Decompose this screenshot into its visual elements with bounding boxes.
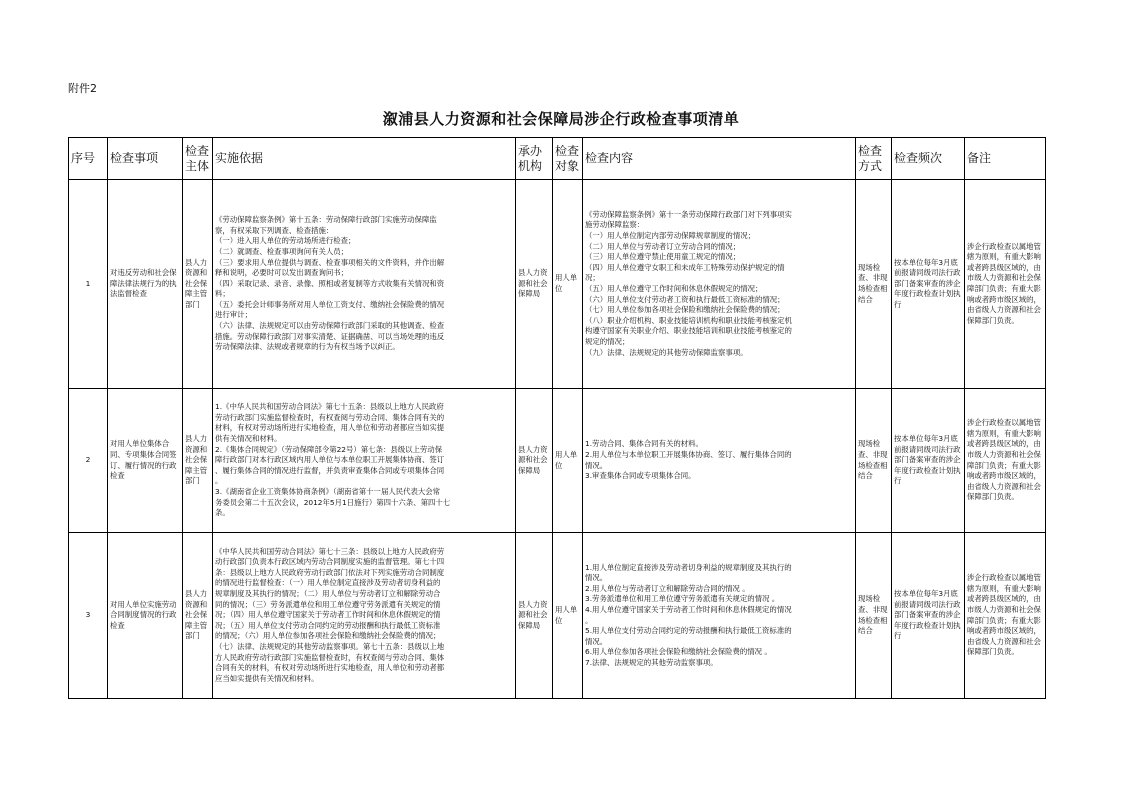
row-agency: 县人力资源和社会保障局 xyxy=(516,389,553,533)
header-frequency: 检查频次 xyxy=(892,138,965,180)
row-remarks: 涉企行政检查以属地管辖为原则，有重大影响或者跨县级区域的，由市级人力资源和社会保障部门负责；有重大影响或者跨市级区域的，由省级人力资源和社会保障部门负责。 xyxy=(965,389,1046,533)
row-basis: 《劳动保障监察条例》第十五条：劳动保障行政部门实施劳动保障监 察，有权采取下列调查、检查措施： （一）进入用人单位的劳动场所进行检查； （二）就调查、检查事项询问有关人员； （三）要求用人单位提供与调查、检查事项相关的文件资料，并作出解 释和说明，必要时可以发出调查询问书； （四）采取记录、录音、录像、照相或者复制等方式收集有关情况和资 料； （五）委托会计师事务所对用人单位工资支付、缴纳社会保险费的情况 进行审计； （六）法律、法规规定可以由劳动保障行政部门采取的其他调查、检查 措施。劳动保障行政部门对事实清楚、证据确凿、可以当场处理的违反 劳动保障法律、法规或者规章的行为有权当场予以纠正。 xyxy=(213,180,516,389)
header-item: 检查事项 xyxy=(108,138,183,180)
attachment-label: 附件2 xyxy=(68,82,97,95)
row-item: 对用人单位集体合同、专项集体合同签订、履行情况的行政检查 xyxy=(108,389,183,533)
row-remarks: 涉企行政检查以属地管辖为原则，有重大影响或者跨县级区域的，由市级人力资源和社会保障部门负责；有重大影响或者跨市级区域的，由省级人力资源和社会保障部门负责。 xyxy=(965,533,1046,699)
table-row xyxy=(69,533,1046,699)
header-remarks: 备注 xyxy=(965,138,1046,180)
header-object: 检查对象 xyxy=(553,138,583,180)
header-content: 检查内容 xyxy=(583,138,856,180)
row-item: 对用人单位实施劳动合同制度情况的行政检查 xyxy=(108,533,183,699)
row-object: 用人单位 xyxy=(553,533,583,699)
row-frequency: 按本单位每年3月底前报请同级司法行政部门备案审查的涉企年度行政检查计划执行 xyxy=(892,533,965,699)
row-seq: 1 xyxy=(69,180,108,389)
row-agency: 县人力资源和社会保障局 xyxy=(516,180,553,389)
row-frequency: 按本单位每年3月底前报请同级司法行政部门备案审查的涉企年度行政检查计划执行 xyxy=(892,389,965,533)
row-agency: 县人力资源和社会保障局 xyxy=(516,533,553,699)
header-basis: 实施依据 xyxy=(213,138,516,180)
row-item: 对违反劳动和社会保障法律法规行为的执法监督检查 xyxy=(108,180,183,389)
row-object: 用人单位 xyxy=(553,389,583,533)
row-method: 现场检查、非现场检查相结合 xyxy=(856,533,892,699)
row-seq: 3 xyxy=(69,533,108,699)
row-subject: 县人力资源和社会保障主管部门 xyxy=(183,180,213,389)
row-method: 现场检查、非现场检查相结合 xyxy=(856,180,892,389)
document-title: 溆浦县人力资源和社会保障局涉企行政检查事项清单 xyxy=(382,110,740,128)
table-row xyxy=(69,389,1046,533)
row-content: 《劳动保障监察条例》第十一条劳动保障行政部门对下列事项实 施劳动保障监察： （一）用人单位制定内部劳动保障规章制度的情况； （二）用人单位与劳动者订立劳动合同的情况； （三）用人单位遵守禁止使用童工规定的情况； （四）用人单位遵守女职工和未成年工特殊劳动保护规定的情 况； （五）用人单位遵守工作时间和休息休假规定的情况； （六）用人单位支付劳动者工资和执行最低工资标准的情况； （七）用人单位参加各项社会保险和缴纳社会保险费的情况； （八）职业介绍机构、职业技能培训机构和职业技能考核鉴定机 构遵守国家有关职业介绍、职业技能培训和职业技能考核鉴定的 规定的情况； （九）法律、法规规定的其他劳动保障监察事项。 xyxy=(583,180,856,389)
row-object: 用人单位 xyxy=(553,180,583,389)
header-subject: 检查主体 xyxy=(183,138,213,180)
row-method: 现场检查、非现场检查相结合 xyxy=(856,389,892,533)
table-row xyxy=(69,180,1046,389)
header-agency: 承办机构 xyxy=(516,138,553,180)
table-header-row xyxy=(69,138,1046,180)
row-basis: 《中华人民共和国劳动合同法》第七十三条：县级以上地方人民政府劳 动行政部门负责本行政区域内劳动合同制度实施的监督管理。第七十四 条：县级以上地方人民政府劳动行政部门依法对下列实施劳动合同制度 的情况进行监督检查：（一）用人单位制定直接涉及劳动者切身利益的 规章制度及其执行的情况；（二）用人单位与劳动者订立和解除劳动合 同的情况；（三）劳务派遣单位和用工单位遵守劳务派遣有关规定的情 况；（四）用人单位遵守国家关于劳动者工作时间和休息休假规定的情 况；（五）用人单位支付劳动合同约定的劳动报酬和执行最低工资标准 的情况；（六）用人单位参加各项社会保险和缴纳社会保险费的情况； （七）法律、法规规定的其他劳动监察事项。第七十五条：县级以上地 方人民政府劳动行政部门实施监督检查时，有权查阅与劳动合同、集体 合同有关的材料，有权对劳动场所进行实地检查，用人单位和劳动者都 应当如实提供有关情况和材料。 xyxy=(213,533,516,699)
header-method: 检查方式 xyxy=(856,138,892,180)
row-frequency: 按本单位每年3月底前报请同级司法行政部门备案审查的涉企年度行政检查计划执行 xyxy=(892,180,965,389)
inspection-table xyxy=(68,137,1046,699)
row-seq: 2 xyxy=(69,389,108,533)
row-content: 1.劳动合同、集体合同有关的材料。 2.用人单位与本单位职工开展集体协商、签订、履行集体合同的 情况。 3.审查集体合同或专项集体合同。 xyxy=(583,389,856,533)
row-basis: 1.《中华人民共和国劳动合同法》第七十五条：县级以上地方人民政府 劳动行政部门实施监督检查时，有权查阅与劳动合同、集体合同有关的 材料，有权对劳动场所进行实地检查，用人单位和劳动者都应当如实提 供有关情况和材料。 2.《集体合同规定》（劳动保障部令第22号）第七条：县级以上劳动保 障行政部门对本行政区域内用人单位与本单位职工开展集体协商、签订 、履行集体合同的情况进行监督，并负责审查集体合同或专项集体合同 。 3.《湖南省企业工资集体协商条例》（湖南省第十一届人民代表大会常 务委员会第二十五次会议，2012年5月1日施行）第四十六条、第四十七 条。 xyxy=(213,389,516,533)
row-content: 1.用人单位制定直接涉及劳动者切身利益的规章制度及其执行的 情况。 2.用人单位与劳动者订立和解除劳动合同的情况 。 3.劳务派遣单位和用工单位遵守劳务派遣有关规定的情况 。 4.用人单位遵守国家关于劳动者工作时间和休息休假规定的情况 。 5.用人单位支付劳动合同约定的劳动报酬和执行最低工资标准的 情况。 6.用人单位参加各项社会保险和缴纳社会保险费的情况 。 7.法律、法规规定的其他劳动监察事项。 xyxy=(583,533,856,699)
header-seq: 序号 xyxy=(69,138,108,180)
row-subject: 县人力资源和社会保障主管部门 xyxy=(183,533,213,699)
row-subject: 县人力资源和社会保障主管部门 xyxy=(183,389,213,533)
row-remarks: 涉企行政检查以属地管辖为原则，有重大影响或者跨县级区域的，由市级人力资源和社会保障部门负责；有重大影响或者跨市级区域的，由省级人力资源和社会保障部门负责。 xyxy=(965,180,1046,389)
